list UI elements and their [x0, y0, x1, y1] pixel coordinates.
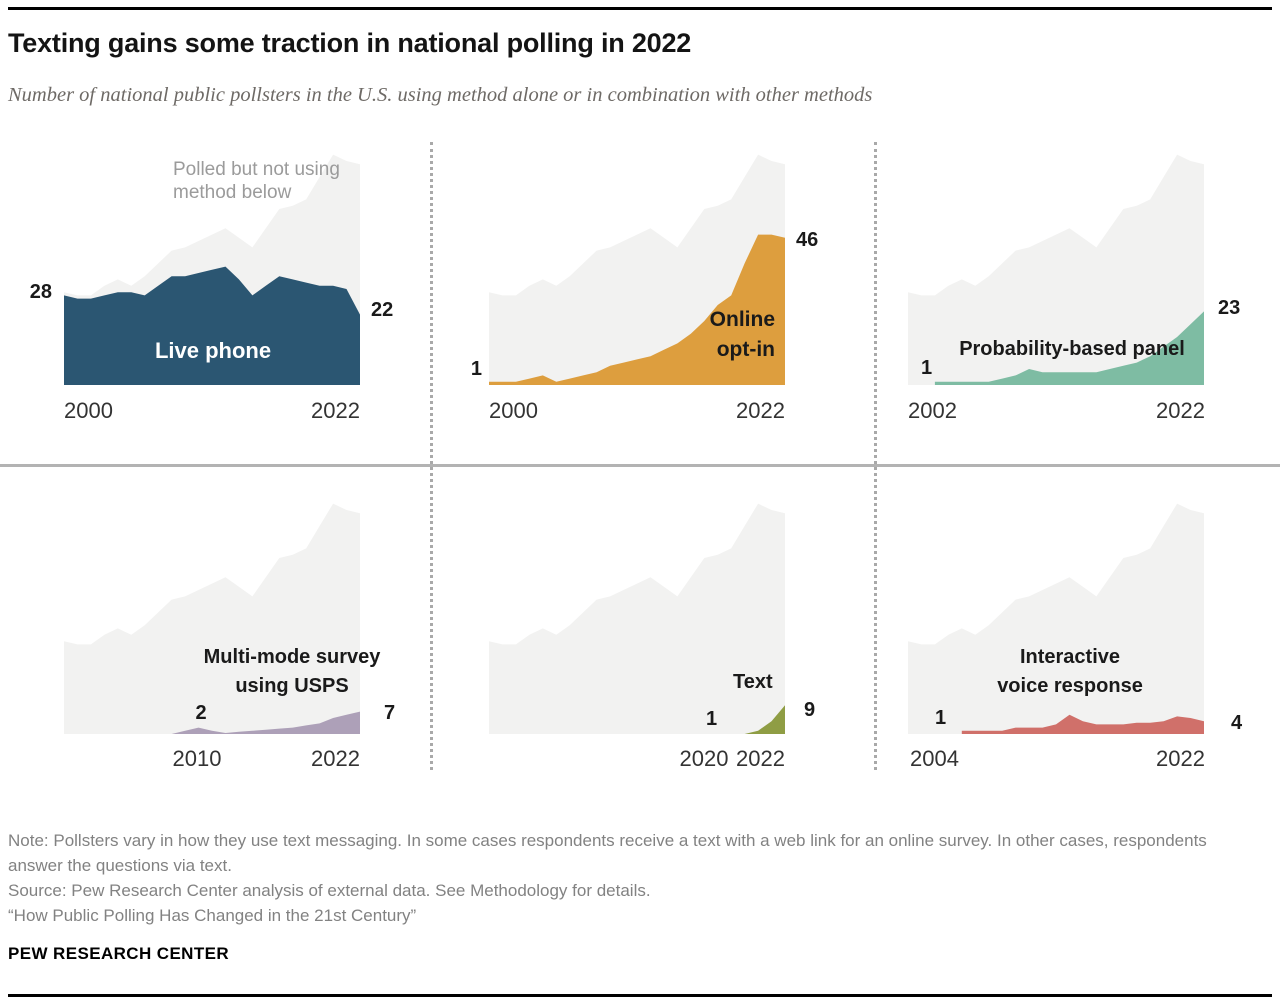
online-opt-in-start-value: 1: [470, 358, 482, 380]
text-xtick-start: 2020: [679, 746, 729, 771]
online-opt-in-xtick-start: 2000: [489, 398, 538, 423]
live-phone-xtick-start: 2000: [64, 398, 113, 423]
label-line: opt-in: [716, 338, 775, 361]
gray-area-annotation: Polled but not using method below: [173, 159, 340, 203]
source-line: Source: Pew Research Center analysis of external data. See Methodology for details.: [8, 881, 651, 900]
usps-xtick-end: 2022: [311, 746, 360, 771]
label-line: Live phone: [154, 338, 272, 363]
label-line: Online: [709, 308, 775, 331]
usps-end-value: 7: [384, 702, 396, 724]
live-phone-start-value: 28: [29, 281, 52, 303]
label-line: Probability-based panel: [959, 338, 1185, 360]
ivr-end-value: 4: [1231, 712, 1243, 734]
probability-panel-start-value: 1: [921, 357, 933, 379]
text-end-value: 9: [804, 699, 816, 721]
label-line: Multi-mode survey: [203, 646, 381, 668]
total-pollsters-area: [489, 504, 785, 734]
live-phone-end-value: 22: [371, 299, 394, 321]
label-line: using USPS: [235, 675, 349, 697]
online-opt-in-end-value: 46: [796, 229, 819, 251]
usps-multi-mode-label: [172, 643, 412, 701]
online-opt-in-label: [635, 305, 775, 365]
report-title-line: “How Public Polling Has Changed in the 21st Century”: [8, 906, 417, 925]
text-method-chart: [489, 489, 785, 734]
label-line: Interactive: [1019, 646, 1121, 668]
page-title: Texting gains some traction in national polling in 2022: [8, 28, 692, 58]
label-line: Text: [733, 671, 773, 693]
probability-panel-xtick-start: 2002: [908, 398, 957, 423]
top-rule: [8, 7, 1272, 10]
column-divider-2: [874, 142, 877, 770]
footnote: Note: Pollsters vary in how they use text messaging. In some cases respondents receive a text with a web link for an online survey. In other cases, respondents answer the questions via text.: [8, 831, 1207, 875]
pew-research-center-wordmark: PEW RESEARCH CENTER: [8, 944, 230, 963]
live-phone-label: [123, 338, 303, 364]
ivr-xtick-end: 2022: [1156, 746, 1205, 771]
probability-panel-xtick-end: 2022: [1156, 398, 1205, 423]
text-start-value: 1: [706, 708, 718, 730]
usps-start-value: 2: [195, 702, 207, 724]
ivr-label: [950, 643, 1190, 701]
page-subtitle: Number of national public pollsters in the U.S. using method alone or in combination with other methods: [8, 84, 873, 106]
usps-xtick-start: 2010: [172, 746, 222, 771]
ivr-xtick-start: 2004: [910, 746, 959, 771]
text-method-label: [733, 671, 773, 694]
online-opt-in-xtick-end: 2022: [736, 398, 785, 423]
probability-panel-end-value: 23: [1218, 297, 1241, 319]
probability-panel-label: [940, 338, 1204, 361]
bottom-rule: [8, 994, 1272, 997]
row-divider: [0, 464, 1280, 467]
text-xtick-end: 2022: [736, 746, 785, 771]
column-divider-1: [430, 142, 433, 770]
ivr-start-value: 1: [935, 707, 947, 729]
label-line: voice response: [997, 675, 1143, 697]
live-phone-xtick-end: 2022: [311, 398, 360, 423]
